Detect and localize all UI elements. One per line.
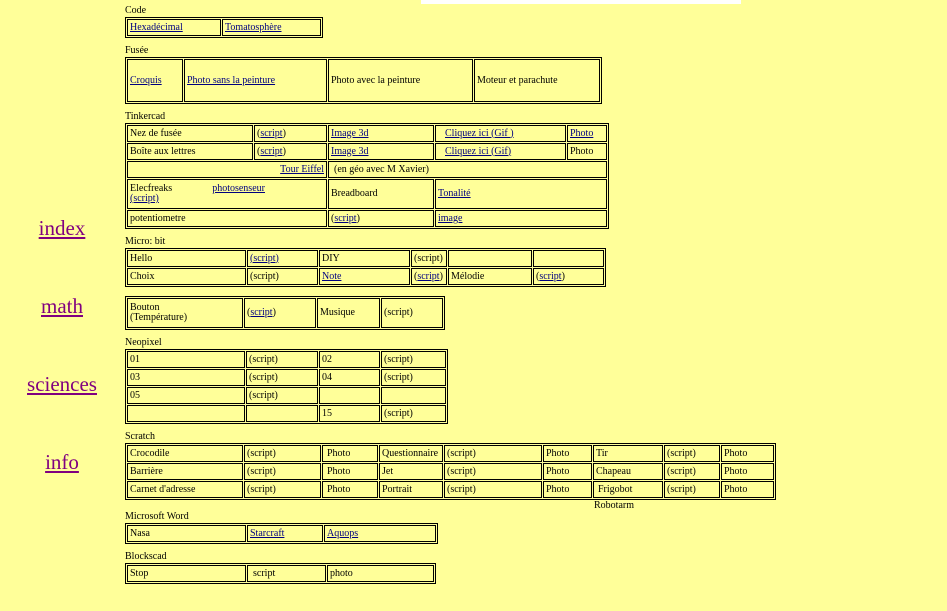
section-title-code: Code xyxy=(125,5,147,16)
cell: (script) xyxy=(246,351,318,368)
link-tonalite[interactable]: Tonalité xyxy=(438,188,471,199)
cell: Barrière xyxy=(127,463,243,480)
cell xyxy=(567,125,607,142)
link-image-3d[interactable]: Image 3d xyxy=(331,145,369,157)
cell: (script) xyxy=(411,268,447,285)
cell: (script) xyxy=(254,143,327,160)
blockscad-table xyxy=(125,563,436,584)
cell: Tir xyxy=(593,445,663,462)
cell: Moteur et parachute xyxy=(474,59,600,102)
cell: DIY xyxy=(319,250,410,267)
cell: Questionnaire xyxy=(379,445,443,462)
cell: (script) xyxy=(381,351,446,368)
nav-link-index[interactable]: index xyxy=(38,216,86,240)
content xyxy=(125,5,940,584)
cell: Photo xyxy=(543,445,592,462)
cell xyxy=(222,19,321,36)
link-tomatosphere[interactable]: Tomatosphère xyxy=(225,21,282,33)
section-title-blockscad: Blockscad xyxy=(125,551,167,562)
cell: Photo xyxy=(721,463,774,480)
cell: (script) xyxy=(664,463,720,480)
link-gif[interactable]: Cliquez ici (Gif) xyxy=(445,145,512,157)
cell xyxy=(127,405,245,422)
robotarm-label: Robotarm xyxy=(594,500,634,511)
section-title-tinkercad: Tinkercad xyxy=(125,111,166,122)
nav-sciences xyxy=(0,372,124,397)
section-title-scratch: Scratch xyxy=(125,431,155,442)
cell: 05 xyxy=(127,387,245,404)
cell: Photo xyxy=(322,481,378,498)
link-image-3d[interactable]: Image 3d xyxy=(331,127,369,139)
cell: Photo xyxy=(543,463,592,480)
nav-link-info[interactable]: info xyxy=(45,450,79,474)
cell xyxy=(435,143,566,160)
cell: potentiometre xyxy=(127,210,327,227)
cell: Elecfreaks photosenseur (script) xyxy=(127,179,327,209)
cell: Photo xyxy=(721,445,774,462)
cell: Photo avec la peinture xyxy=(328,59,473,102)
nav-link-math[interactable]: math xyxy=(41,294,83,318)
cell: (script) xyxy=(244,298,316,328)
cell: Jet xyxy=(379,463,443,480)
cell xyxy=(328,143,434,160)
cell: 02 xyxy=(319,351,380,368)
cell: Photo xyxy=(567,143,607,160)
cell: Boîte aux lettres xyxy=(127,143,253,160)
cell: (script) xyxy=(328,210,434,227)
neopixel-table xyxy=(125,349,448,424)
cell: (script) xyxy=(664,481,720,498)
cell: (script) xyxy=(246,387,318,404)
cell: (script) xyxy=(244,445,321,462)
cell: Photo xyxy=(721,481,774,498)
link-tour-eiffel[interactable]: Tour Eiffel xyxy=(280,163,324,175)
cell: Hello xyxy=(127,250,246,267)
cell: (script) xyxy=(246,369,318,386)
link-script[interactable]: script xyxy=(539,270,562,282)
cell: Crocodile xyxy=(127,445,243,462)
cell: (script) xyxy=(254,125,327,142)
link-starcraft[interactable]: Starcraft xyxy=(250,527,285,539)
cell: photo xyxy=(327,565,434,582)
word-table xyxy=(125,523,438,544)
microbit-table xyxy=(125,248,606,287)
link-photosenseur[interactable]: photosenseur xyxy=(212,183,265,194)
cell: Bouton (Température) xyxy=(127,298,243,328)
cell: Photo xyxy=(322,445,378,462)
cell xyxy=(448,250,532,267)
nav-index xyxy=(0,216,124,241)
cell xyxy=(435,179,607,209)
tinkercad-table xyxy=(125,123,609,229)
top-bar xyxy=(421,0,741,4)
cell: (script) xyxy=(533,268,604,285)
cell xyxy=(127,59,183,102)
cell xyxy=(435,125,566,142)
cell: Carnet d'adresse xyxy=(127,481,243,498)
cell: Breadboard xyxy=(328,179,434,209)
cell: 04 xyxy=(319,369,380,386)
cell: Portrait xyxy=(379,481,443,498)
scratch-table xyxy=(125,443,776,500)
cell xyxy=(435,210,607,227)
cell xyxy=(246,405,318,422)
cell: (script) xyxy=(381,298,443,328)
cell xyxy=(533,250,604,267)
nav-math xyxy=(0,294,124,319)
cell: Photo xyxy=(322,463,378,480)
cell: Nasa xyxy=(127,525,246,542)
link-script[interactable]: script xyxy=(417,270,440,282)
cell: 03 xyxy=(127,369,245,386)
cell: (script) xyxy=(247,268,318,285)
cell xyxy=(127,19,221,36)
nav-link-sciences[interactable]: sciences xyxy=(27,372,97,396)
cell: Stop xyxy=(127,565,246,582)
cell xyxy=(247,250,318,267)
cell: (script) xyxy=(444,481,542,498)
code-table xyxy=(125,17,323,38)
cell: Frigobot xyxy=(593,481,663,498)
cell xyxy=(247,525,323,542)
cell xyxy=(381,387,446,404)
cell: Chapeau xyxy=(593,463,663,480)
link-aquops[interactable]: Aquops xyxy=(327,527,359,539)
cell: (script) xyxy=(244,481,321,498)
section-title-word: Microsoft Word xyxy=(125,511,189,522)
link-script[interactable]: script xyxy=(260,145,283,157)
link-hexadecimal[interactable]: Hexadécimal xyxy=(130,21,183,33)
cell: (en géo avec M Xavier) xyxy=(328,161,607,178)
cell: Musique xyxy=(317,298,380,328)
cell: Choix xyxy=(127,268,246,285)
cell: Photo xyxy=(543,481,592,498)
link-script[interactable]: (script) xyxy=(250,252,279,264)
cell xyxy=(328,125,434,142)
section-title-fusee: Fusée xyxy=(125,45,149,56)
cell: (script) xyxy=(381,369,446,386)
section-title-microbit: Micro: bit xyxy=(125,236,166,247)
nav-info xyxy=(0,450,124,475)
link-script[interactable]: script xyxy=(250,307,273,318)
cell xyxy=(319,387,380,404)
cell: (script) xyxy=(444,463,542,480)
link-script[interactable]: (script) xyxy=(130,193,159,204)
cell: script xyxy=(247,565,326,582)
cell xyxy=(127,161,327,178)
link-photo[interactable]: Photo xyxy=(570,127,594,139)
cell xyxy=(324,525,436,542)
cell: 15 xyxy=(319,405,380,422)
cell: Mélodie xyxy=(448,268,532,285)
link-photo-sans-peinture[interactable]: Photo sans la peinture xyxy=(187,74,276,86)
cell: (script) xyxy=(664,445,720,462)
link-script[interactable]: script xyxy=(260,127,283,139)
cell: Nez de fusée xyxy=(127,125,253,142)
link-note[interactable]: Note xyxy=(322,270,342,282)
cell: (script) xyxy=(381,405,446,422)
cell xyxy=(319,268,410,285)
cell: 01 xyxy=(127,351,245,368)
link-croquis[interactable]: Croquis xyxy=(130,74,162,86)
cell: (script) xyxy=(244,463,321,480)
bouton-table xyxy=(125,296,445,330)
link-gif[interactable]: Cliquez ici (Gif ) xyxy=(445,127,514,139)
cell: (script) xyxy=(444,445,542,462)
link-script[interactable]: script xyxy=(334,212,357,224)
section-title-neopixel: Neopixel xyxy=(125,337,162,348)
link-image[interactable]: image xyxy=(438,212,463,224)
cell: (script) xyxy=(411,250,447,267)
cell xyxy=(184,59,327,102)
fusee-table xyxy=(125,57,602,104)
